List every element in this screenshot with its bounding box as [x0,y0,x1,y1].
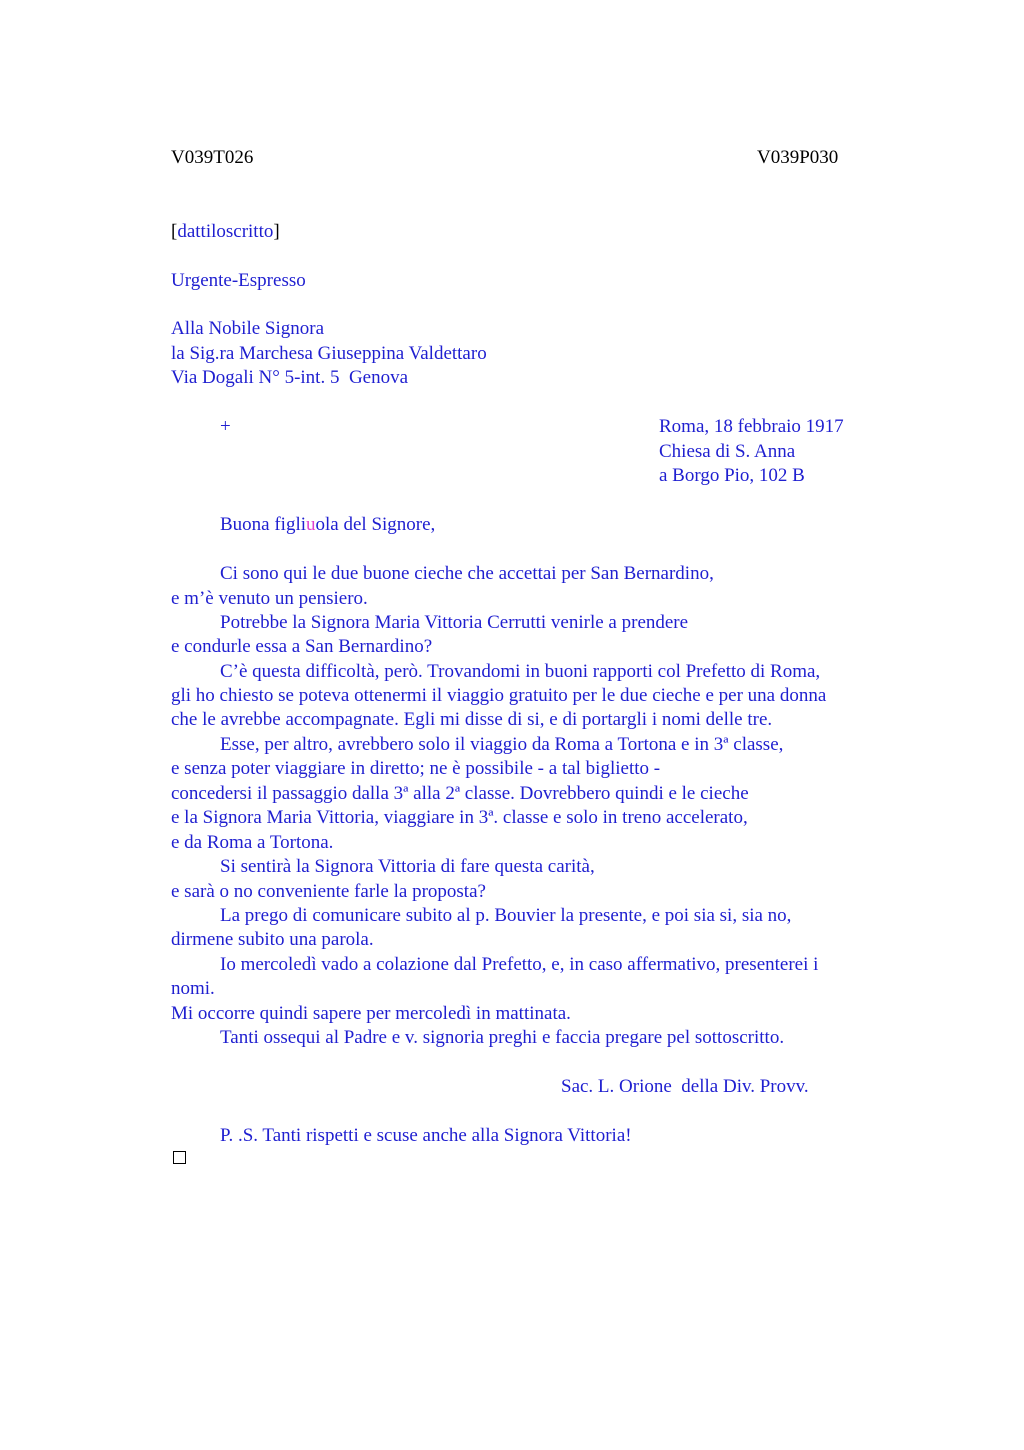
body-line: Si sentirà la Signora Vittoria di fare questa carità, [220,856,595,877]
salutation-part-1: Buona figli [220,514,307,535]
body-line: e la Signora Maria Vittoria, viaggiare in 3ª. classe e solo in treno accelerato, [171,807,748,828]
body-line: nomi. [171,978,215,999]
salutation [220,514,435,536]
place-date-line-3: a Borgo Pio, 102 B [659,465,805,486]
address-line-2: la Sig.ra Marchesa Giuseppina Valdettaro [171,343,487,364]
signature: Sac. L. Orione della Div. Provv. [561,1076,809,1097]
place-date-line-2: Chiesa di S. Anna [659,441,796,462]
body-line: che le avrebbe accompagnate. Egli mi disse di si, e di portargli i nomi delle tre. [171,709,773,730]
right-document-code: V039P030 [757,147,839,168]
body-line: e sarà o no conveniente farle la proposta? [171,881,486,902]
typescript-label: dattiloscritto [177,221,274,242]
close-bracket: ] [273,221,280,242]
open-bracket: [ [171,221,178,242]
body-line: concedersi il passaggio dalla 3ª alla 2ª classe. Dovrebbero quindi e le cieche [171,783,749,804]
left-document-code: V039T026 [171,147,254,168]
body-line: dirmene subito una parola. [171,929,374,950]
body-line: Io mercoledì vado a colazione dal Prefetto, e, in caso affermativo, presenterei i [220,954,819,975]
body-line: gli ho chiesto se poteva ottenermi il viaggio gratuito per le due cieche e per una donna [171,685,827,706]
body-line: e m’è venuto un pensiero. [171,588,368,609]
body-line: e da Roma a Tortona. [171,832,334,853]
body-line: Potrebbe la Signora Maria Vittoria Cerrutti venirle a prendere [220,612,689,633]
salutation-part-2: ola del Signore, [315,514,436,535]
salutation-highlight: u [306,514,316,535]
body-line: e senza poter viaggiare in diretto; ne è possibile - a tal biglietto - [171,758,661,779]
urgency-line: Urgente-Espresso [171,270,306,291]
body-line: e condurle essa a San Bernardino? [171,636,433,657]
body-line: C’è questa difficoltà, però. Trovandomi in buoni rapporti col Prefetto di Roma, [220,661,821,682]
body-line: La prego di comunicare subito al p. Bouvier la presente, e poi sia si, sia no, [220,905,792,926]
cross-mark: + [220,416,231,437]
postscript: P. .S. Tanti rispetti e scuse anche alla Signora Vittoria! [220,1125,632,1146]
body-line: Mi occorre quindi sapere per mercoledì in mattinata. [171,1003,571,1024]
address-line-3: Via Dogali N° 5-int. 5 Genova [171,367,409,388]
end-square-icon [173,1151,186,1164]
body-line: Tanti ossequi al Padre e v. signoria preghi e faccia pregare pel sottoscritto. [220,1027,785,1048]
body-line: Esse, per altro, avrebbero solo il viaggio da Roma a Tortona e in 3ª classe, [220,734,784,755]
typescript-note [171,221,280,243]
address-line-1: Alla Nobile Signora [171,318,325,339]
place-date-line-1: Roma, 18 febbraio 1917 [659,416,844,437]
body-line: Ci sono qui le due buone cieche che accettai per San Bernardino, [220,563,714,584]
